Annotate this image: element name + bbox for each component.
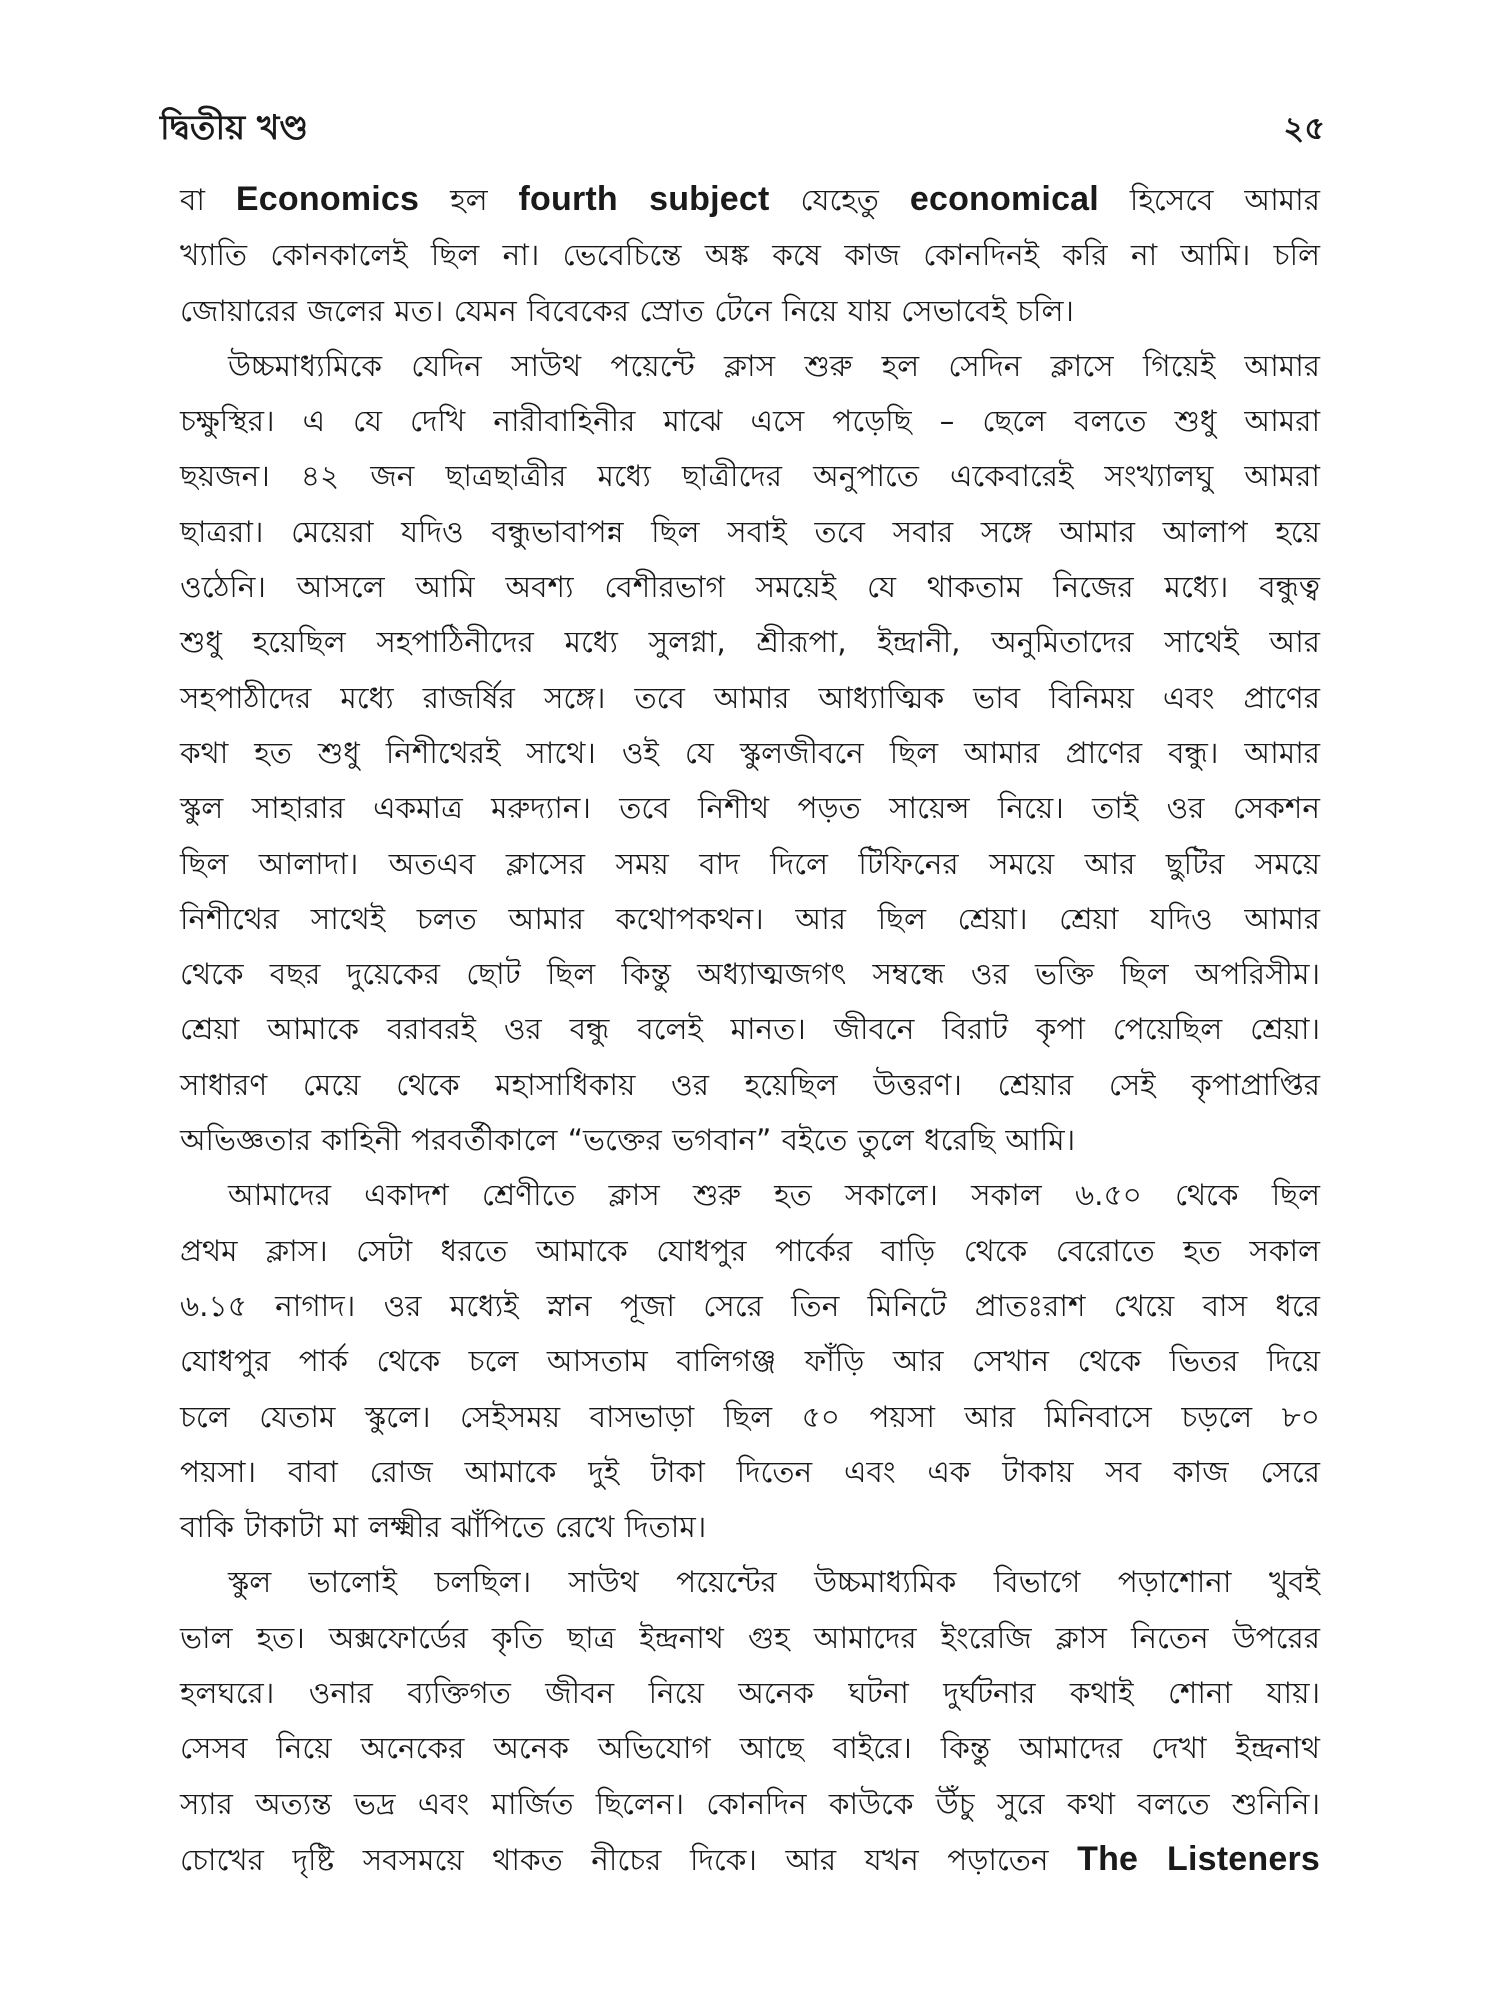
text-line xyxy=(180,172,1320,228)
text-fragment: যেহেতু xyxy=(769,183,910,217)
text-fragment: বাকি টাকাটা মা লক্ষ্মীর ঝাঁপিতে রেখে দিতাম। xyxy=(180,1510,707,1545)
english-term: economical xyxy=(909,180,1099,218)
text-line xyxy=(180,228,1320,283)
text-line xyxy=(180,615,1320,670)
text-fragment: চোখের দৃষ্টি সবসময়ে থাকত নীচের দিকে। আর যখন পড়াতেন xyxy=(180,1842,1078,1877)
text-line xyxy=(180,1168,1320,1223)
paragraph xyxy=(180,1168,1320,1555)
text-fragment: অভিজ্ঞতার কাহিনী পরবর্তীকালে “ভক্তের ভগবান” বইতে তুলে ধরেছি আমি। xyxy=(180,1123,1076,1158)
text-line xyxy=(180,284,1320,339)
text-fragment: ছাত্ররা। মেয়েরা যদিও বন্ধুভাবাপন্ন ছিল সবাই তবে সবার সঙ্গে আমার আলাপ হয়ে xyxy=(180,514,1320,549)
text-line xyxy=(180,726,1320,781)
text-line xyxy=(180,1058,1320,1113)
text-line xyxy=(180,1445,1320,1500)
text-line xyxy=(180,947,1320,1002)
text-line xyxy=(180,394,1320,449)
text-line xyxy=(180,1721,1320,1776)
text-line xyxy=(180,1113,1320,1168)
text-line xyxy=(180,339,1320,394)
text-line xyxy=(180,892,1320,947)
text-fragment: প্রথম ক্লাস। সেটা ধরতে আমাকে যোধপুর পার্কের বাড়ি থেকে বেরোতে হত সকাল xyxy=(180,1233,1320,1268)
text-fragment: স্যার অত্যন্ত ভদ্র এবং মার্জিত ছিলেন। কোনদিন কাউকে উঁচু সুরে কথা বলতে শুনিনি। xyxy=(180,1786,1320,1821)
text-fragment: শ্রেয়া আমাকে বরাবরই ওর বন্ধু বলেই মানত। জীবনে বিরাট কৃপা পেয়েছিল শ্রেয়া। xyxy=(180,1012,1320,1047)
text-fragment: বা xyxy=(180,183,236,217)
text-fragment: আমাদের একাদশ শ্রেণীতে ক্লাস শুরু হত সকালে। সকাল ৬.৫০ থেকে ছিল xyxy=(228,1178,1320,1213)
text-line xyxy=(180,1611,1320,1666)
text-fragment: যোধপুর পার্ক থেকে চলে আসতাম বালিগঞ্জ ফাঁড়ি আর সেখান থেকে ভিতর দিয়ে xyxy=(180,1344,1320,1379)
text-fragment: হিসেবে আমার xyxy=(1098,183,1320,217)
text-fragment: হল xyxy=(419,183,519,217)
text-fragment: থেকে বছর দুয়েকের ছোট ছিল কিন্তু অধ্যাত্মজগৎ সম্বন্ধে ওর ভক্তি ছিল অপরিসীম। xyxy=(180,957,1320,992)
text-line xyxy=(180,1390,1320,1445)
english-term: Economics xyxy=(235,180,420,218)
text-fragment: নিশীথের সাথেই চলত আমার কথোপকথন। আর ছিল শ্রেয়া। শ্রেয়া যদিও আমার xyxy=(180,901,1320,936)
text-line xyxy=(180,1002,1320,1057)
text-fragment: খ্যাতি কোনকালেই ছিল না। ভেবেচিন্তে অঙ্ক কষে কাজ কোনদিনই করি না আমি। চলি xyxy=(180,238,1320,273)
text-line xyxy=(180,1832,1320,1888)
text-line xyxy=(180,1279,1320,1334)
text-line xyxy=(180,671,1320,726)
text-fragment: ছিল আলাদা। অতএব ক্লাসের সময় বাদ দিলে টিফিনের সময়ে আর ছুটির সময়ে xyxy=(180,846,1320,881)
text-fragment: স্কুল সাহারার একমাত্র মরুদ্যান। তবে নিশীথ পড়ত সায়েন্স নিয়ে। তাই ওর সেকশন xyxy=(180,791,1320,826)
page-number: ২৫ xyxy=(1283,109,1325,147)
text-line xyxy=(180,449,1320,504)
text-fragment: হলঘরে। ওনার ব্যক্তিগত জীবন নিয়ে অনেক ঘটনা দুর্ঘটনার কথাই শোনা যায়। xyxy=(180,1676,1320,1711)
text-line xyxy=(180,837,1320,892)
text-line xyxy=(180,505,1320,560)
paragraph xyxy=(180,339,1320,1168)
text-fragment: ওঠেনি। আসলে আমি অবশ্য বেশীরভাগ সময়েই যে থাকতাম নিজের মধ্যে। বন্ধুত্ব xyxy=(180,570,1320,605)
english-term: fourth subject xyxy=(518,180,770,218)
page-header xyxy=(160,100,1325,156)
text-fragment: স্কুল ভালোই চলছিল। সাউথ পয়েন্টের উচ্চমাধ্যমিক বিভাগে পড়াশোনা খুবই xyxy=(228,1565,1320,1600)
text-fragment: ভাল হত। অক্সফোর্ডের কৃতি ছাত্র ইন্দ্রনাথ গুহ আমাদের ইংরেজি ক্লাস নিতেন উপরের xyxy=(180,1620,1320,1655)
text-line xyxy=(180,1666,1320,1721)
text-line xyxy=(180,560,1320,615)
text-fragment: জোয়ারের জলের মত। যেমন বিবেকের স্রোত টেনে নিয়ে যায় সেভাবেই চলি। xyxy=(180,293,1074,328)
text-line xyxy=(180,1334,1320,1389)
english-term: The Listeners xyxy=(1077,1839,1321,1878)
body-text xyxy=(180,172,1320,1888)
text-fragment: ছয়জন। ৪২ জন ছাত্রছাত্রীর মধ্যে ছাত্রীদের অনুপাতে একেবারেই সংখ্যালঘু আমরা xyxy=(180,459,1320,494)
text-fragment: কথা হত শুধু নিশীথেরই সাথে। ওই যে স্কুলজীবনে ছিল আমার প্রাণের বন্ধু। আমার xyxy=(180,735,1320,770)
paragraph xyxy=(180,1555,1320,1888)
text-fragment: পয়সা। বাবা রোজ আমাকে দুই টাকা দিতেন এবং এক টাকায় সব কাজ সেরে xyxy=(180,1454,1320,1489)
text-line xyxy=(180,781,1320,836)
text-line xyxy=(180,1555,1320,1610)
running-head: দ্বিতীয় খণ্ড xyxy=(160,108,309,148)
text-fragment: সেসব নিয়ে অনেকের অনেক অভিযোগ আছে বাইরে। কিন্তু আমাদের দেখা ইন্দ্রনাথ xyxy=(180,1731,1320,1766)
text-fragment: ৬.১৫ নাগাদ। ওর মধ্যেই স্নান পূজা সেরে তিন মিনিটে প্রাতঃরাশ খেয়ে বাস ধরে xyxy=(180,1288,1320,1323)
paragraph xyxy=(180,172,1320,339)
text-fragment: চলে যেতাম স্কুলে। সেইসময় বাসভাড়া ছিল ৫০ পয়সা আর মিনিবাসে চড়লে ৮০ xyxy=(180,1399,1320,1434)
book-page xyxy=(150,0,1330,2000)
text-fragment: চক্ষুস্থির। এ যে দেখি নারীবাহিনীর মাঝে এসে পড়েছি – ছেলে বলতে শুধু আমরা xyxy=(180,404,1320,439)
text-fragment: শুধু হয়েছিল সহপাঠিনীদের মধ্যে সুলগ্না, শ্রীরূপা, ইন্দ্রানী, অনুমিতাদের সাথেই আর xyxy=(180,625,1320,660)
text-fragment: সাধারণ মেয়ে থেকে মহাসাধিকায় ওর হয়েছিল উত্তরণ। শ্রেয়ার সেই কৃপাপ্রাপ্তির xyxy=(180,1067,1320,1102)
text-fragment: উচ্চমাধ্যমিকে যেদিন সাউথ পয়েন্টে ক্লাস শুরু হল সেদিন ক্লাসে গিয়েই আমার xyxy=(228,348,1320,383)
text-fragment: সহপাঠীদের মধ্যে রাজর্ষির সঙ্গে। তবে আমার আধ্যাত্মিক ভাব বিনিময় এবং প্রাণের xyxy=(180,680,1320,715)
text-line xyxy=(180,1224,1320,1279)
text-line xyxy=(180,1500,1320,1555)
text-line xyxy=(180,1777,1320,1832)
